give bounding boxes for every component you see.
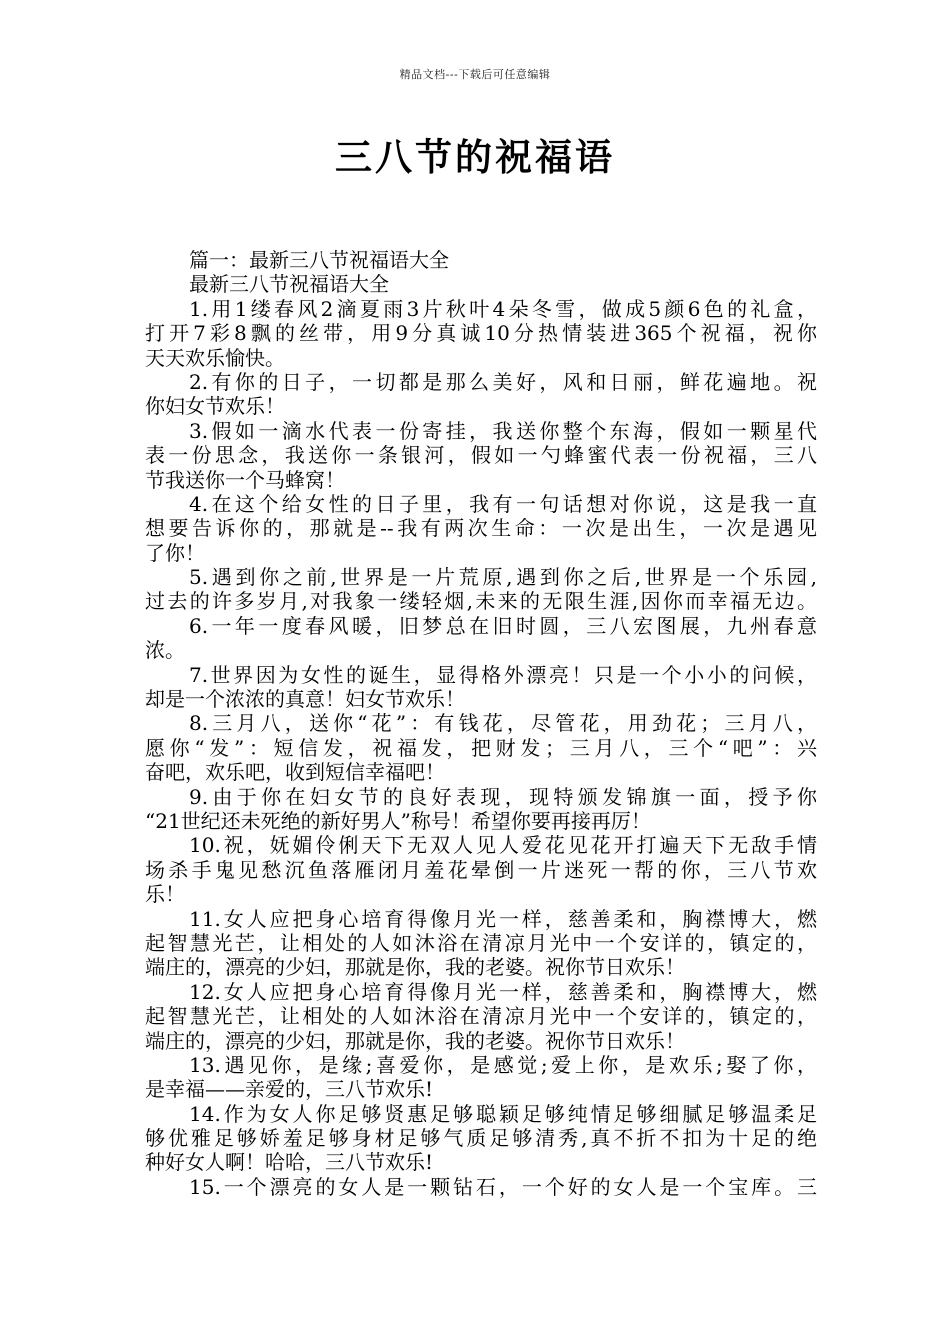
body-line: 12.女人应把身心培育得像月光一样，慈善柔和，胸襟博大，燃 <box>189 979 817 1004</box>
body-line: 13.遇见你，是缘;喜爱你，是感觉;爱上你，是欢乐;娶了你， <box>189 1052 817 1077</box>
body-line: 篇一：最新三八节祝福语大全 <box>189 248 449 272</box>
body-line: 想要告诉你的，那就是--我有两次生命：一次是出生，一次是遇见 <box>145 516 817 541</box>
body-line: 场杀手鬼见愁沉鱼落雁闭月羞花晕倒一片迷死一帮的你，三八节欢 <box>145 857 817 882</box>
body-line: 了你！ <box>145 540 205 565</box>
body-line: 14.作为女人你足够贤惠足够聪颖足够纯情足够细腻足够温柔足 <box>189 1101 817 1126</box>
body-line: 种好女人啊！哈哈，三八节欢乐! <box>145 1150 434 1175</box>
body-line: 却是一个浓浓的真意！妇女节欢乐！ <box>145 687 465 712</box>
document-body <box>145 248 817 1199</box>
body-line: 2.有你的日子，一切都是那么美好，风和日丽，鲜花遍地。祝 <box>189 369 817 394</box>
body-line: 愿你“发”：短信发，祝福发，把财发；三月八，三个“吧”：兴 <box>145 735 817 760</box>
body-line: 3.假如一滴水代表一份寄挂，我送你整个东海，假如一颗星代 <box>189 418 817 443</box>
body-line: 11.女人应把身心培育得像月光一样，慈善柔和，胸襟博大，燃 <box>189 906 817 931</box>
body-line: 端庄的，漂亮的少妇，那就是你，我的老婆。祝你节日欢乐！ <box>145 955 685 980</box>
body-line: 打开7彩8飘的丝带，用9分真诚10分热情装进365个祝福，祝你 <box>145 321 817 346</box>
body-line: 你妇女节欢乐！ <box>145 394 285 419</box>
document-title: 三八节的祝福语 <box>335 136 615 179</box>
body-line: 浓。 <box>145 638 185 663</box>
body-line: 4.在这个给女性的日子里，我有一句话想对你说，这是我一直 <box>189 491 817 516</box>
body-line: 过去的许多岁月,对我象一缕轻烟,未来的无限生涯,因你而幸福无边。 <box>145 589 817 614</box>
body-line: 起智慧光芒，让相处的人如沐浴在清凉月光中一个安详的，镇定的， <box>145 930 817 955</box>
header-note: 精品文档---下载后可任意编辑 <box>399 68 551 81</box>
body-line: 6.一年一度春风暖，旧梦总在旧时圆，三八宏图展，九州春意 <box>189 613 817 638</box>
body-line: 乐！ <box>145 882 185 907</box>
body-line: “21世纪还未死绝的新好男人”称号！希望你要再接再厉！ <box>145 808 651 833</box>
body-line: 最新三八节祝福语大全 <box>189 272 389 297</box>
body-line: 7.世界因为女性的诞生，显得格外漂亮！只是一个小小的问候， <box>189 662 817 687</box>
body-line: 表一份思念，我送你一条银河，假如一勺蜂蜜代表一份祝福，三八 <box>145 443 817 468</box>
body-line: 天天欢乐愉快。 <box>145 345 285 370</box>
body-line: 15.一个漂亮的女人是一颗钻石，一个好的女人是一个宝库。三 <box>189 1174 817 1199</box>
body-line: 奋吧，欢乐吧，收到短信幸福吧！ <box>145 760 445 785</box>
body-line: 节我送你一个马蜂窝！ <box>145 467 345 492</box>
body-line: 10.祝，妩媚伶俐天下无双人见人爱花见花开打遍天下无敌手情 <box>189 833 817 858</box>
body-line: 起智慧光芒，让相处的人如沐浴在清凉月光中一个安详的，镇定的， <box>145 1004 817 1029</box>
body-line: 5.遇到你之前,世界是一片荒原,遇到你之后,世界是一个乐园, <box>189 565 817 590</box>
body-line: 1.用1缕春风2滴夏雨3片秋叶4朵冬雪，做成5颜6色的礼盒， <box>189 296 817 321</box>
body-line: 端庄的，漂亮的少妇，那就是你，我的老婆。祝你节日欢乐！ <box>145 1028 685 1053</box>
body-line: 9.由于你在妇女节的良好表现，现特颁发锦旗一面，授予你 <box>189 784 817 809</box>
body-line: 够优雅足够娇羞足够身材足够气质足够清秀,真不折不扣为十足的绝 <box>145 1126 817 1151</box>
body-line: 是幸福——亲爱的，三八节欢乐! <box>145 1077 434 1102</box>
body-line: 8.三月八，送你“花”：有钱花，尽管花，用劲花；三月八， <box>189 711 817 736</box>
